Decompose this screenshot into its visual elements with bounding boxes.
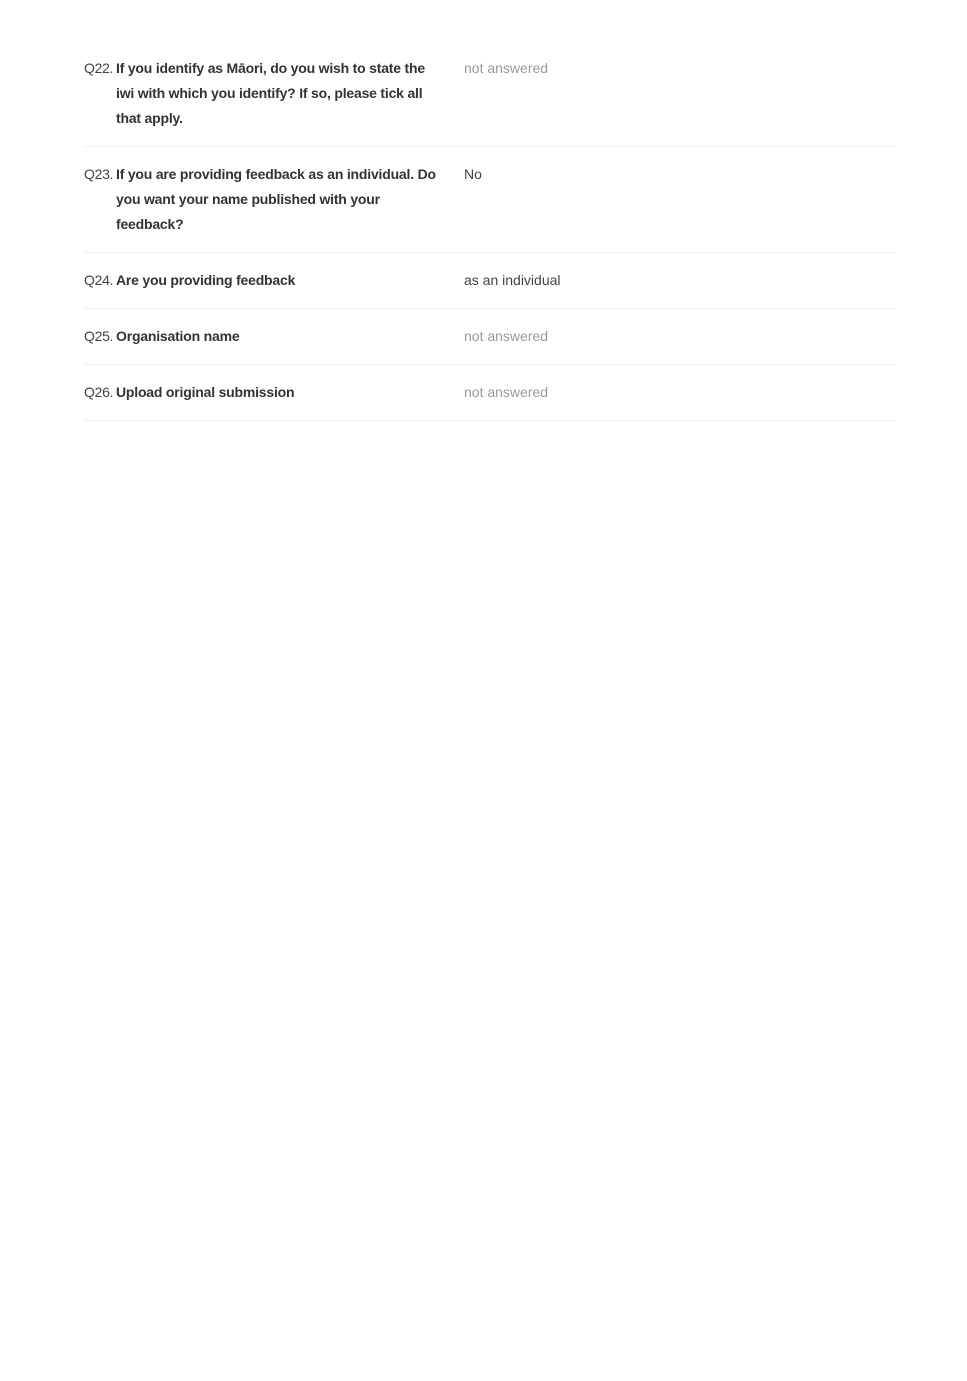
question-number: Q25. <box>84 328 114 344</box>
question-text: If you are providing feedback as an individual. Do you want your name published with your feedback? <box>116 166 436 232</box>
question-row-q24 <box>84 253 896 309</box>
question-text: Organisation name <box>116 328 240 344</box>
question-text: If you identify as Māori, do you wish to state the iwi with which you identify? If so, please tick all that apply. <box>116 60 425 126</box>
question-number: Q22. <box>84 60 114 76</box>
question-row-q22 <box>84 56 896 147</box>
answer-value: No <box>464 166 482 182</box>
question-row-q23 <box>84 147 896 253</box>
question-row-q25 <box>84 309 896 365</box>
question-text: Are you providing feedback <box>116 272 296 288</box>
answer-value: not answered <box>464 328 549 344</box>
question-text: Upload original submission <box>116 384 295 400</box>
question-answer-list <box>84 56 896 421</box>
question-number: Q26. <box>84 384 114 400</box>
question-number: Q24. <box>84 272 114 288</box>
answer-value: not answered <box>464 384 549 400</box>
answer-value: not answered <box>464 60 549 76</box>
question-row-q26 <box>84 365 896 421</box>
answer-value: as an individual <box>464 272 561 288</box>
question-number: Q23. <box>84 166 114 182</box>
